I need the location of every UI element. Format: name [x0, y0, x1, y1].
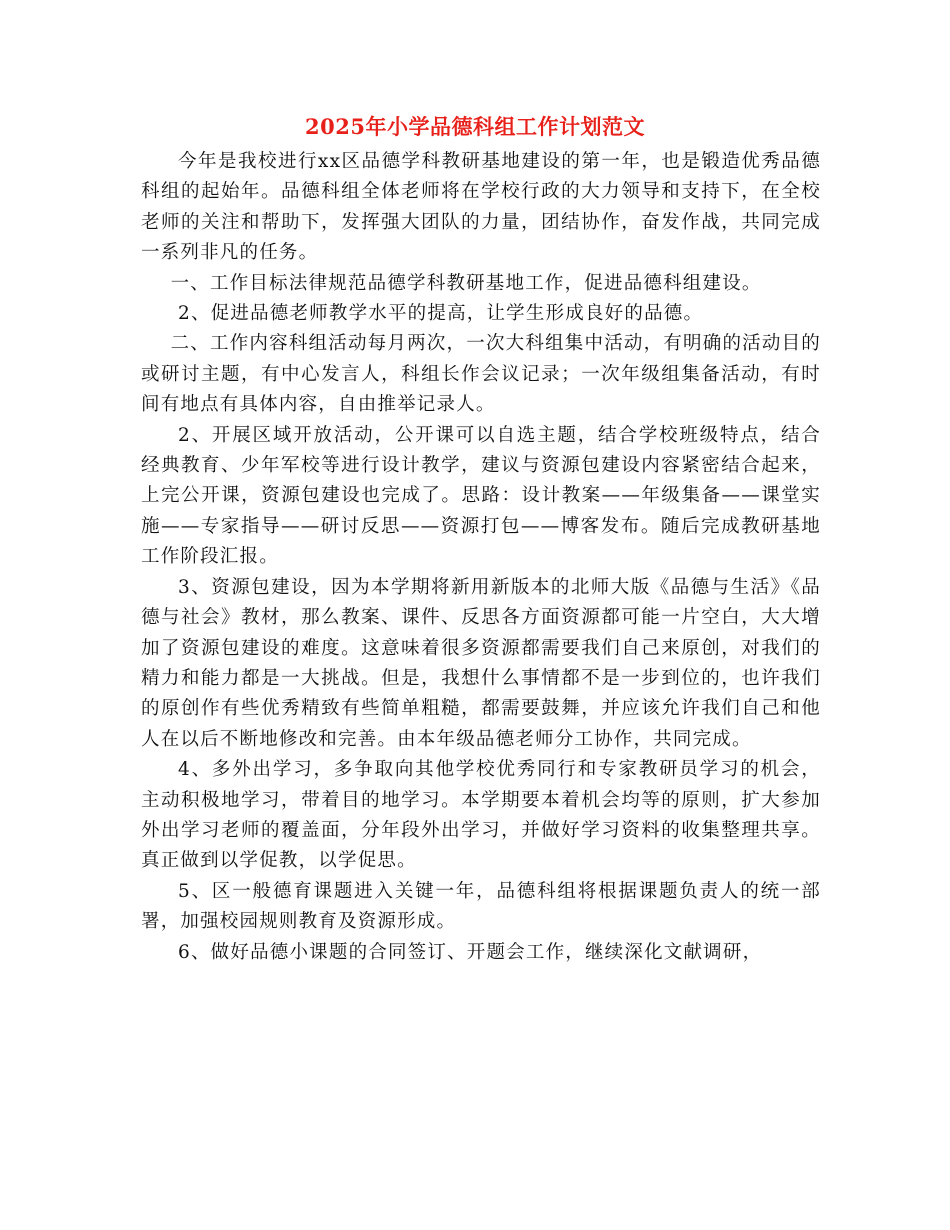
paragraph-content-4: 4、多外出学习，多争取向其他学校优秀同行和专家教研员学习的机会，主动积极地学习，带着目的地学习。本学期要本着机会均等的原则，扩大参加外出学习老师的覆盖面，分年段外出学习，并做好学习资料的收集整理共享。真正做到以学促教，以学促思。 — [141, 759, 821, 872]
paragraph-intro: 今年是我校进行xx区品德学科教研基地建设的第一年，也是锻造优秀品德科组的起始年。品德科组全体老师将在学校行政的大力领导和支持下，在全校老师的关注和帮助下，发挥强大团队的力量，团结协作，奋发作战，共同完成一系列非凡的任务。 — [141, 151, 821, 264]
document-title: 2025年小学品德科组工作计划范文 — [305, 114, 645, 139]
paragraph-goal-2: 2、促进品德老师教学水平的提高，让学生形成良好的品德。 — [178, 303, 704, 325]
paragraph-goal-1: 一、工作目标法律规范品德学科教研基地工作，促进品德科组建设。 — [170, 272, 762, 294]
document-body — [141, 147, 821, 968]
paragraph-content-2: 2、开展区域开放活动，公开课可以自选主题，结合学校班级特点，结合经典教育、少年军校等进行设计教学，建议与资源包建设内容紧密结合起来，上完公开课，资源包建设也完成了。思路：设计教案——年级集备——课堂实施——专家指导——研讨反思——资源打包——博客发布。随后完成教研基地工作阶段汇报。 — [141, 424, 821, 568]
paragraph-content-3: 3、资源包建设，因为本学期将新用新版本的北师大版《品德与生活》《品德与社会》教材，那么教案、课件、反思各方面资源都可能一片空白，大大增加了资源包建设的难度。这意味着很多资源都需要我们自己来原创，对我们的精力和能力都是一大挑战。但是，我想什么事情都不是一步到位的，也许我们的原创作有些优秀精致有些简单粗糙，都需要鼓舞，并应该允许我们自己和他人在以后不断地修改和完善。由本年级品德老师分工协作，共同完成。 — [141, 576, 821, 750]
paragraph-content-1: 二、工作内容科组活动每月两次，一次大科组集中活动，有明确的活动目的或研讨主题，有中心发言人，科组长作会议记录；一次年级组集备活动，有时间有地点有具体内容，自由推举记录人。 — [141, 333, 821, 416]
paragraph-content-5: 5、区一般德育课题进入关键一年，品德科组将根据课题负责人的统一部署，加强校园规则教育及资源形成。 — [141, 880, 821, 933]
paragraph-content-6: 6、做好品德小课题的合同签订、开题会工作，继续深化文献调研， — [178, 941, 763, 963]
